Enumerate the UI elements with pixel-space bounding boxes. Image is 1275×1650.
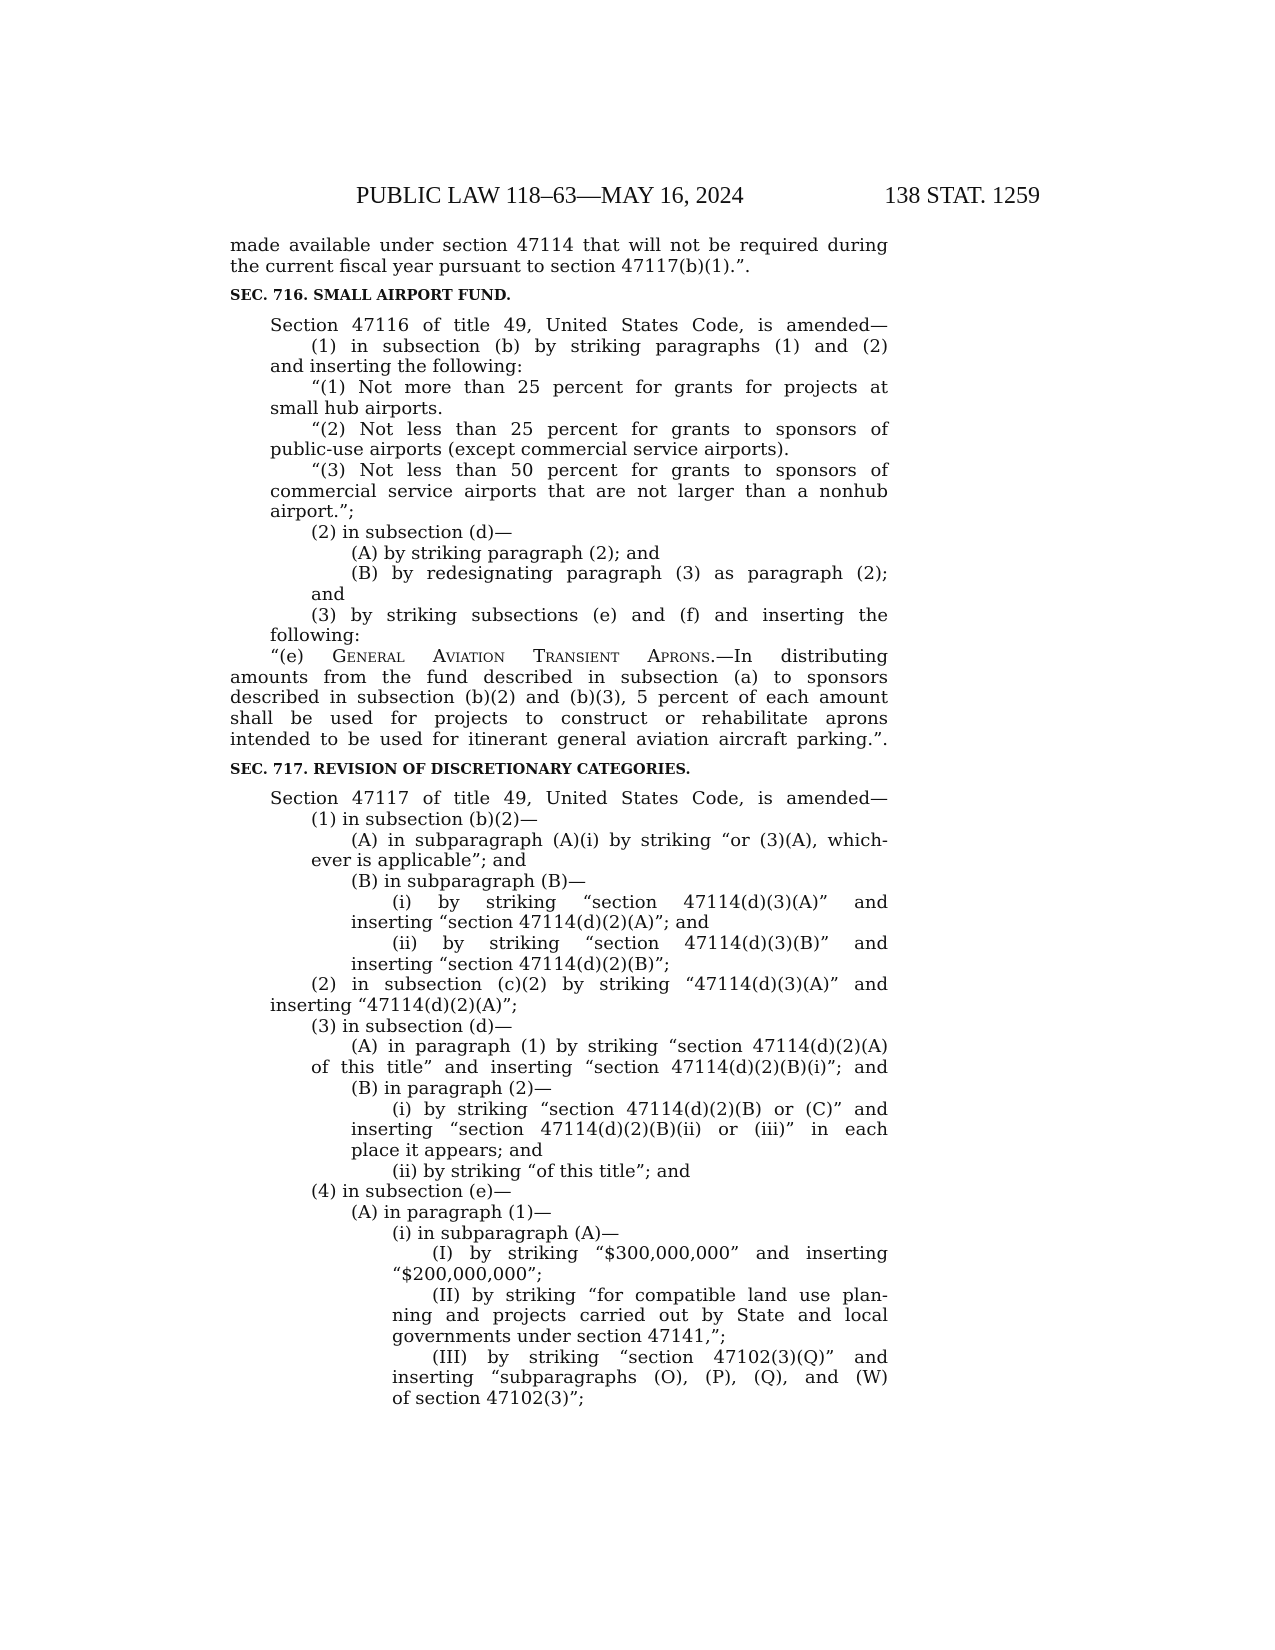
text-line: (A) by striking paragraph (2); and [351,542,660,564]
text-line: “(3) Not less than 50 percent for grants to sponsors of [311,459,888,481]
text-line: inserting “section 47114(d)(2)(A)”; and [351,912,710,934]
text-line: place it appears; and [351,1139,543,1161]
text-line: of section 47102(3)”; [392,1388,585,1410]
text-line: inserting “section 47114(d)(2)(B)(ii) or (iii)” in each [351,1119,888,1141]
text-line [230,647,888,668]
subsection-heading: General Aviation Transient Aprons [332,646,711,668]
text-line: ever is applicable”; and [311,850,527,872]
text-line: commercial service airports that are not larger than a nonhub [270,480,888,502]
text-line: and inserting the following: [270,356,523,378]
text-line: “$200,000,000”; [392,1264,543,1286]
section-heading-717: SEC. 717. REVISION OF DISCRETIONARY CATEGORIES. [230,760,691,778]
text-line: (III) by striking “section 47102(3)(Q)” and [432,1346,888,1368]
text-line: (I) by striking “$300,000,000” and inserting [432,1243,888,1265]
text-line: (i) by striking “section 47114(d)(3)(A)” and [392,891,888,913]
text-line: ning and projects carried out by State and local [392,1305,888,1327]
text-line: (4) in subsection (e)— [311,1181,512,1203]
text-line: small hub airports. [270,397,443,419]
text-line: (2) in subsection (c)(2) by striking “47114(d)(3)(A)” and [311,974,888,996]
text-line: amounts from the fund described in subsection (a) to sponsors [230,666,888,688]
text-line: governments under section 47141,”; [392,1326,726,1348]
text-line: (B) by redesignating paragraph (3) as paragraph (2); [351,563,888,585]
text-line: inserting “section 47114(d)(2)(B)”; [351,953,670,975]
text-line: (i) in subparagraph (A)— [392,1222,620,1244]
text-line-continuation: .—In distributing [710,646,889,668]
text-line: (B) in subparagraph (B)— [351,870,586,892]
text-line: (2) in subsection (d)— [311,521,513,543]
text-line: of this title” and inserting “section 47114(d)(2)(B)(i)”; and [311,1057,888,1079]
text-line: “(2) Not less than 25 percent for grants to sponsors of [311,418,888,440]
text-line: (II) by striking “for compatible land use plan- [432,1284,888,1306]
text-line: shall be used for projects to construct or rehabilitate aprons [230,708,888,730]
text-line: (1) in subsection (b)(2)— [311,808,538,830]
running-head-title: PUBLIC LAW 118–63—MAY 16, 2024 [356,183,744,209]
text-line: (ii) by striking “section 47114(d)(3)(B)” and [392,933,888,955]
text-line: (B) in paragraph (2)— [351,1077,552,1099]
text-line: (i) by striking “section 47114(d)(2)(B) or (C)” and [392,1098,888,1120]
text-line: the current fiscal year pursuant to section 47117(b)(1).”. [230,255,751,277]
text-line: airport.”; [270,501,355,523]
text-line: (3) in subsection (d)— [311,1015,513,1037]
text-line: (ii) by striking “of this title”; and [392,1160,691,1182]
text-line: public-use airports (except commercial service airports). [270,439,790,461]
text-line: (A) in subparagraph (A)(i) by striking “or (3)(A), which- [351,829,888,851]
page-citation: 138 STAT. 1259 [884,183,1040,209]
text-line: Section 47117 of title 49, United States Code, is amended— [270,788,888,810]
text-line: (1) in subsection (b) by striking paragraphs (1) and (2) [311,335,888,357]
section-heading-716: SEC. 716. SMALL AIRPORT FUND. [230,287,512,305]
text-line: “(1) Not more than 25 percent for grants for projects at [311,377,888,399]
running-head [230,181,1040,211]
text-line: (3) by striking subsections (e) and (f) and inserting the [311,604,888,626]
text-line: Section 47116 of title 49, United States Code, is amended— [270,315,888,337]
text-line: made available under section 47114 that will not be required during [230,235,888,256]
document-body [230,236,888,1410]
text-line: (A) in paragraph (1)— [351,1201,552,1223]
text-line: (A) in paragraph (1) by striking “section 47114(d)(2)(A) [351,1036,888,1058]
text-line: and [311,584,345,606]
text-line: intended to be used for itinerant general aviation aircraft parking.”. [230,728,888,750]
text-line: inserting “subparagraphs (O), (P), (Q), and (W) [392,1367,888,1389]
subsection-label: “(e) [270,646,333,668]
text-line: following: [270,625,361,647]
text-line: inserting “47114(d)(2)(A)”; [270,995,518,1017]
text-line: described in subsection (b)(2) and (b)(3), 5 percent of each amount [230,687,888,709]
